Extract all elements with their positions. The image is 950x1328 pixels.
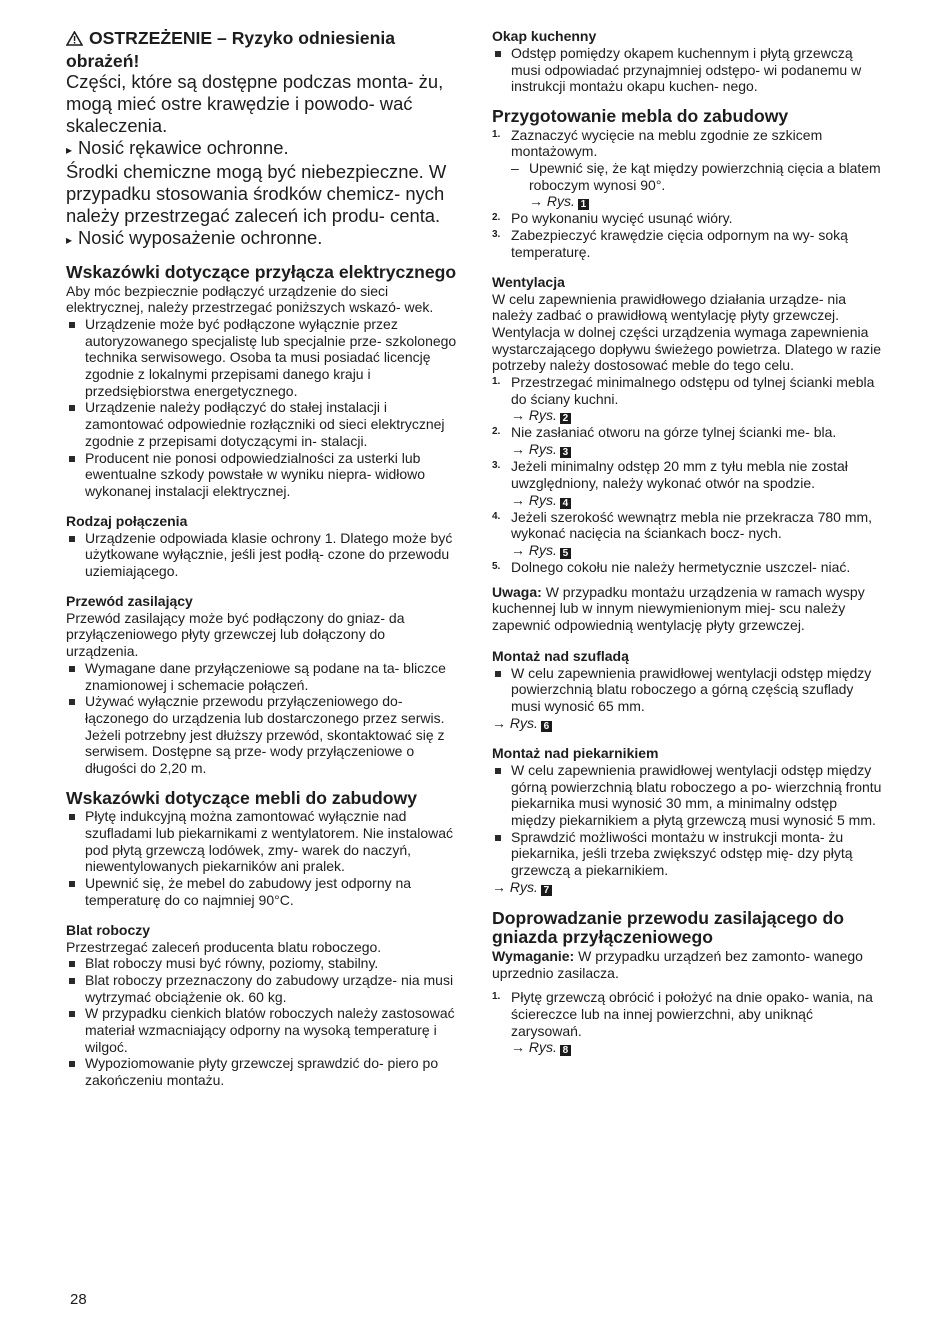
cable-routing-title: Doprowadzanie przewodu zasilającego do gniazda przyłączeniowego <box>492 907 844 948</box>
power-cable-section <box>66 593 458 777</box>
warning-action-2: ▸ Nosić wyposażenie ochronne. <box>66 227 323 248</box>
list-item: 3. Jeżeli minimalny odstęp 20 mm z tyłu mebla nie został uwzględniony, należy wykonać otwór na spodzie. → Rys. 4 <box>492 458 848 509</box>
furniture-section <box>66 789 458 909</box>
furniture-list <box>66 808 458 908</box>
preparation-title: Przygotowanie mebla do zabudowy <box>492 106 789 127</box>
figure-reference: → Rys. 8 <box>511 1039 571 1055</box>
electrical-title: Wskazówki dotyczące przyłącza elektrycznego <box>66 262 457 282</box>
cable-routing-section <box>492 909 884 1057</box>
power-cable-intro: Przewód zasilający może być podłączony do gniaz- da przyłączeniowego płyty grzewczej lub dołączony do urządzenia. <box>66 609 405 660</box>
warning-triangle-icon <box>66 30 83 51</box>
connection-type-list <box>66 530 458 580</box>
figure-number-badge: 4 <box>560 498 571 509</box>
ventilation-steps <box>492 374 884 576</box>
figure-reference: → Rys. 3 <box>511 441 571 457</box>
power-cable-title: Przewód zasilający <box>66 592 193 609</box>
connection-type-section <box>66 513 458 580</box>
electrical-section <box>66 263 458 500</box>
over-oven-list <box>492 762 884 879</box>
triangle-bullet-icon: ▸ <box>66 233 73 247</box>
warning-text-2: Środki chemiczne mogą być niebezpieczne. W przypadku stosowania środków chemicz- nych należy przestrzegać zaleceń ich produ- centa. <box>66 161 447 226</box>
list-item: 2. Po wykonaniu wycięć usunąć wióry. <box>492 210 733 227</box>
page-number: 28 <box>70 1291 87 1308</box>
list-item: Płytę indukcyjną można zamontować wyłącznie nad szufladami lub piekarnikami z wentylatorem. Nie instalować pod płytą grzewczą lodówek, zmy- warek do naczyń, niewentylowanych piekarników ani pralek. <box>66 808 458 875</box>
ventilation-title: Wentylacja <box>492 273 565 290</box>
over-drawer-section <box>492 648 884 732</box>
electrical-intro: Aby móc bezpiecznie podłączyć urządzenie do sieci elektrycznej, należy przestrzegać poniższych wskazó- wek. <box>66 282 434 316</box>
list-item: W przypadku cienkich blatów roboczych należy zastosować materiał wzmacniający odporny na wysoką temperaturę i wilgoć. <box>66 1005 458 1055</box>
list-item: 1. Zaznaczyć wycięcie na meblu zgodnie ze szkicem montażowym. <box>492 126 823 160</box>
figure-reference: → Rys. 5 <box>511 542 571 558</box>
list-item: 5. Dolnego cokołu nie należy hermetycznie uszczel- niać. <box>492 558 851 575</box>
worktop-section <box>66 922 458 1089</box>
warning-block <box>66 28 458 251</box>
list-item: Urządzenie odpowiada klasie ochrony 1. Dlatego może być użytkowane wyłącznie, jeśli jest podłą- czone do przewodu uziemiającego. <box>66 530 458 580</box>
list-item: W celu zapewnienia prawidłowej wentylacji odstęp między powierzchnią blatu roboczego a górną częścią szuflady musi wynosić 65 mm. <box>492 665 884 715</box>
ventilation-intro: W celu zapewnienia prawidłowego działania urządze- nia należy zadbać o prawidłową wentylację płyty grzewczej. Wentylacja w dolnej części urządzenia wymaga zapewnienia wystarczającego dopływu świeżego powietrza. Dlatego w razie potrzeby należy dostosować meble do tego celu. <box>492 290 882 374</box>
furniture-title: Wskazówki dotyczące mebli do zabudowy <box>66 787 417 808</box>
power-cable-list <box>66 660 458 777</box>
preparation-substep: – Upewnić się, że kąt między powierzchnią cięcia a blatem roboczym wynosi 90°. <box>511 160 881 193</box>
figure-number-badge: 8 <box>560 1045 571 1056</box>
connection-type-title: Rodzaj połączenia <box>66 512 188 529</box>
figure-number-badge: 7 <box>541 885 552 896</box>
warning-action-1: ▸ Nosić rękawice ochronne. <box>66 137 289 158</box>
figure-reference: → Rys. 1 <box>492 193 884 210</box>
list-item: Używać wyłącznie przewodu przyłączeniowego do- łączonego do urządzenia lub dostarczonego przez serwis. Jeżeli potrzebny jest dłuższy przewód, skontaktować się z serwisem. Dostępne są prze- wody przyłączeniowe o długości do 2,20 m. <box>66 693 458 777</box>
over-drawer-list <box>492 665 884 715</box>
electrical-list <box>66 316 458 500</box>
preparation-steps-cont <box>492 210 884 260</box>
list-item: Odstęp pomiędzy okapem kuchennym i płytą grzewczą musi odpowiadać przynajmniej odstępo- wi podanemu w instrukcji montażu okapu kuchen- nego. <box>492 45 884 95</box>
worktop-intro: Przestrzegać zaleceń producenta blatu roboczego. <box>66 938 382 955</box>
ventilation-note: Uwaga: W przypadku montażu urządzenia w ramach wyspy kuchennej lub w innym niewymienionym miej- scu należy zapewnić odpowiednią wentylację płyty grzewczej. <box>492 583 865 634</box>
list-item: Urządzenie może być podłączone wyłącznie przez autoryzowanego specjalistę lub specjalnie prze- szkolonego technika serwisowego. Osoba ta musi posiadać licencję zgodnie z lokalnymi przepisami danego kraju i przedsiębiorstwa energetycznego. <box>66 316 458 400</box>
over-drawer-title: Montaż nad szufladą <box>492 647 629 664</box>
hood-title: Okap kuchenny <box>492 28 597 44</box>
warning-text-1: Części, które są dostępne podczas monta- żu, mogą mieć ostre krawędzie i powodo- wać skaleczenia. <box>66 71 444 136</box>
list-item: Sprawdzić możliwości montażu w instrukcji monta- żu piekarnika, jeśli trzeba zwiększyć odstęp mię- dzy płytą grzewczą a piekarnikiem. <box>492 829 884 879</box>
list-item: Producent nie ponosi odpowiedzialności za usterki lub ewentualne szkody powstałe w wyniku niepra- widłowo wykonanej instalacji elektrycznej. <box>66 450 458 500</box>
list-item: 2. Nie zasłaniać otworu na górze tylnej ścianki me- bla. → Rys. 3 <box>492 424 837 459</box>
list-item: W celu zapewnienia prawidłowej wentylacji odstęp między górną powierzchnią blatu roboczego a po- wierzchnią frontu piekarnika musi wynosić 30 mm, a minimalny odstęp między piekarnikiem a płytą grzewczą musi wynosić 5 mm. <box>492 762 884 829</box>
cable-routing-requirement: Wymaganie: W przypadku urządzeń bez zamonto- wanego uprzednio zasilacza. <box>492 947 863 981</box>
list-item: Wymagane dane przyłączeniowe są podane na ta- bliczce znamionowej i schemacie połączeń. <box>66 660 458 693</box>
left-column <box>66 28 458 1089</box>
list-item: 1. Płytę grzewczą obrócić i położyć na dnie opako- wania, na ściereczce lub na innej powierzchni, aby uniknąć zarysowań. → Rys. 8 <box>492 989 873 1057</box>
figure-number-badge: 3 <box>560 447 571 458</box>
list-item: 4. Jeżeli szerokość wewnątrz mebla nie przekracza 780 mm, wykonać nacięcia na ściankach bocz- nych. → Rys. 5 <box>492 508 873 559</box>
figure-reference: → Rys. 6 <box>492 715 884 732</box>
list-item: 3. Zabezpieczyć krawędzie cięcia odpornym na wy- soką temperaturę. <box>492 227 848 260</box>
figure-reference: → Rys. 7 <box>492 879 884 896</box>
triangle-bullet-icon: ▸ <box>66 143 73 157</box>
list-item: 1. Przestrzegać minimalnego odstępu od tylnej ścianki mebla do ściany kuchni. → Rys. 2 <box>492 374 875 425</box>
figure-number-badge: 6 <box>541 721 552 732</box>
hood-list <box>492 45 884 95</box>
hood-section <box>492 28 884 95</box>
figure-number-badge: 5 <box>560 548 571 559</box>
figure-reference: → Rys. 2 <box>511 407 571 423</box>
preparation-section <box>492 107 884 260</box>
figure-number-badge: 1 <box>578 199 589 210</box>
ventilation-section <box>492 274 884 634</box>
list-item: Blat roboczy musi być równy, poziomy, stabilny. <box>66 955 458 972</box>
over-oven-title: Montaż nad piekarnikiem <box>492 744 659 761</box>
list-item: Urządzenie należy podłączyć do stałej instalacji i zamontować odpowiednie rozłączniki od sieci elektrycznej zgodnie z przepisami dotyczącymi in- stalacji. <box>66 399 458 449</box>
list-item: Wypoziomowanie płyty grzewczej sprawdzić do- piero po zakończeniu montażu. <box>66 1055 458 1088</box>
list-item: Upewnić się, że mebel do zabudowy jest odporny na temperaturę do co najmniej 90°C. <box>66 875 458 908</box>
worktop-title: Blat roboczy <box>66 921 151 938</box>
worktop-list <box>66 955 458 1089</box>
list-item: Blat roboczy przeznaczony do zabudowy urządze- nia musi wytrzymać obciążenie ok. 60 kg. <box>66 972 458 1005</box>
figure-reference: → Rys. 4 <box>511 492 571 508</box>
warning-title: OSTRZEŻENIE – Ryzyko odniesienia obrażeń! <box>66 28 396 71</box>
over-oven-section <box>492 745 884 896</box>
cable-routing-steps <box>492 989 884 1056</box>
right-column <box>492 28 884 1056</box>
preparation-steps <box>492 127 884 160</box>
figure-number-badge: 2 <box>560 413 571 424</box>
